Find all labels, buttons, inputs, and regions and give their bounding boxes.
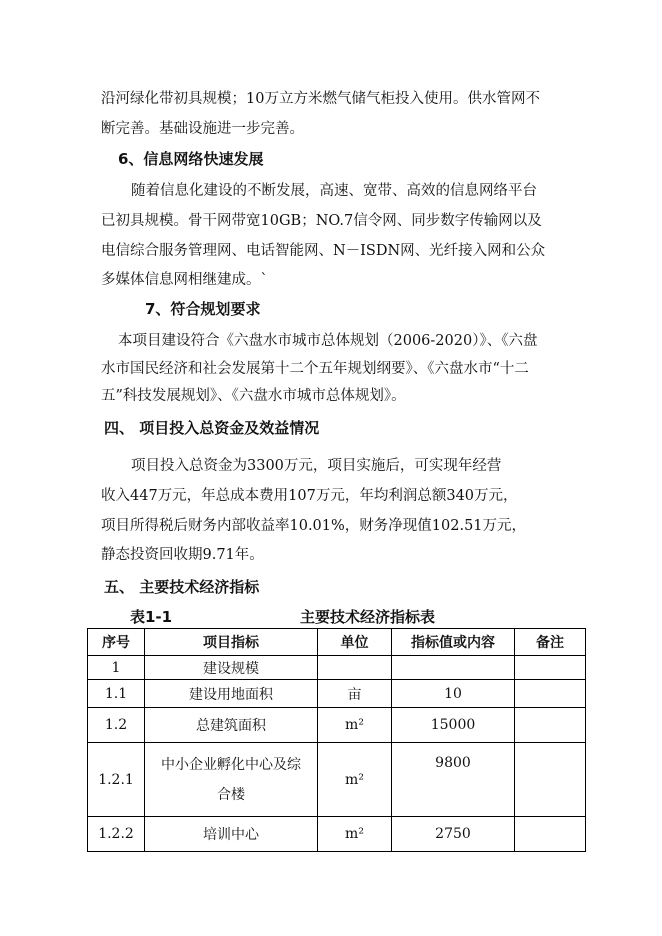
section-heading-7: 7、符合规划要求 — [145, 300, 261, 318]
header-cell: 指标值或内容 — [392, 629, 515, 656]
table-row — [88, 817, 586, 852]
paragraph-line: 项目所得税后财务内部收益率10.01%，财务净现值102.51万元， — [101, 518, 527, 534]
table-caption-number: 表1-1 — [130, 608, 173, 626]
cell-no: 1.2 — [88, 708, 145, 743]
paragraph-line: 随着信息化建设的不断发展，高速、宽带、高效的信息网络平台 — [131, 183, 537, 199]
cell-unit: 亩 — [318, 680, 392, 708]
paragraph-line: 本项目建设符合《六盘水市城市总体规划（2006-2020）》、《六盘 — [118, 333, 538, 349]
section-heading-6: 6、信息网络快速发展 — [118, 150, 264, 168]
cell-note — [515, 708, 586, 743]
cell-item: 培训中心 — [145, 817, 318, 852]
paragraph-line: 断完善。基础设施进一步完善。 — [101, 121, 304, 137]
cell-note — [515, 656, 586, 680]
paragraph-line: 五”科技发展规划》、《六盘水市城市总体规划》。 — [101, 388, 406, 404]
table-header-row — [88, 629, 586, 656]
header-cell: 序号 — [88, 629, 145, 656]
cell-note — [515, 817, 586, 852]
paragraph-line: 静态投资回收期9.71年。 — [101, 547, 264, 563]
cell-item: 建设规模 — [145, 656, 318, 680]
header-cell: 项目指标 — [145, 629, 318, 656]
cell-no: 1.2.2 — [88, 817, 145, 852]
cell-no: 1 — [88, 656, 145, 680]
cell-unit: m² — [318, 817, 392, 852]
cell-value: 10 — [392, 680, 515, 708]
cell-value: 15000 — [392, 708, 515, 743]
table-row — [88, 656, 586, 680]
cell-note — [515, 680, 586, 708]
cell-item: 中小企业孵化中心及综合楼 — [161, 756, 301, 803]
cell-note — [515, 743, 586, 817]
paragraph-line: 已初具规模。骨干网带宽10GB；NO.7信令网、同步数字传输网以及 — [101, 213, 542, 229]
paragraph-line: 沿河绿化带初具规模；10万立方米燃气储气柜投入使用。供水管网不 — [101, 91, 540, 107]
section-heading-5: 五、 主要技术经济指标 — [104, 578, 260, 596]
table-row — [88, 680, 586, 708]
table-row — [88, 743, 586, 817]
cell-value — [392, 656, 515, 680]
cell-item-wrap — [145, 743, 318, 817]
cell-unit — [318, 656, 392, 680]
cell-no: 1.2.1 — [88, 743, 145, 817]
table-row — [88, 708, 586, 743]
table-caption-title: 主要技术经济指标表 — [300, 608, 436, 626]
paragraph-line: 收入447万元，年总成本费用107万元，年均利润总额340万元， — [101, 488, 518, 504]
cell-value: 9800 — [392, 743, 515, 817]
paragraph-line: 电信综合服务管理网、电话智能网、N－ISDN网、光纤接入网和公众 — [101, 243, 546, 259]
paragraph-line: 多媒体信息网相继建成。` — [101, 272, 268, 288]
paragraph-line: 项目投入总资金为3300万元，项目实施后，可实现年经营 — [131, 458, 502, 474]
cell-item: 建设用地面积 — [145, 680, 318, 708]
cell-item: 总建筑面积 — [145, 708, 318, 743]
header-cell: 备注 — [515, 629, 586, 656]
section-heading-4: 四、 项目投入总资金及效益情况 — [104, 419, 320, 437]
cell-unit: m² — [318, 708, 392, 743]
indicator-table — [87, 628, 586, 852]
header-cell: 单位 — [318, 629, 392, 656]
cell-unit: m² — [318, 743, 392, 817]
paragraph-line: 水市国民经济和社会发展第十二个五年规划纲要》、《六盘水市“十二 — [101, 361, 529, 377]
cell-value: 2750 — [392, 817, 515, 852]
cell-no: 1.1 — [88, 680, 145, 708]
